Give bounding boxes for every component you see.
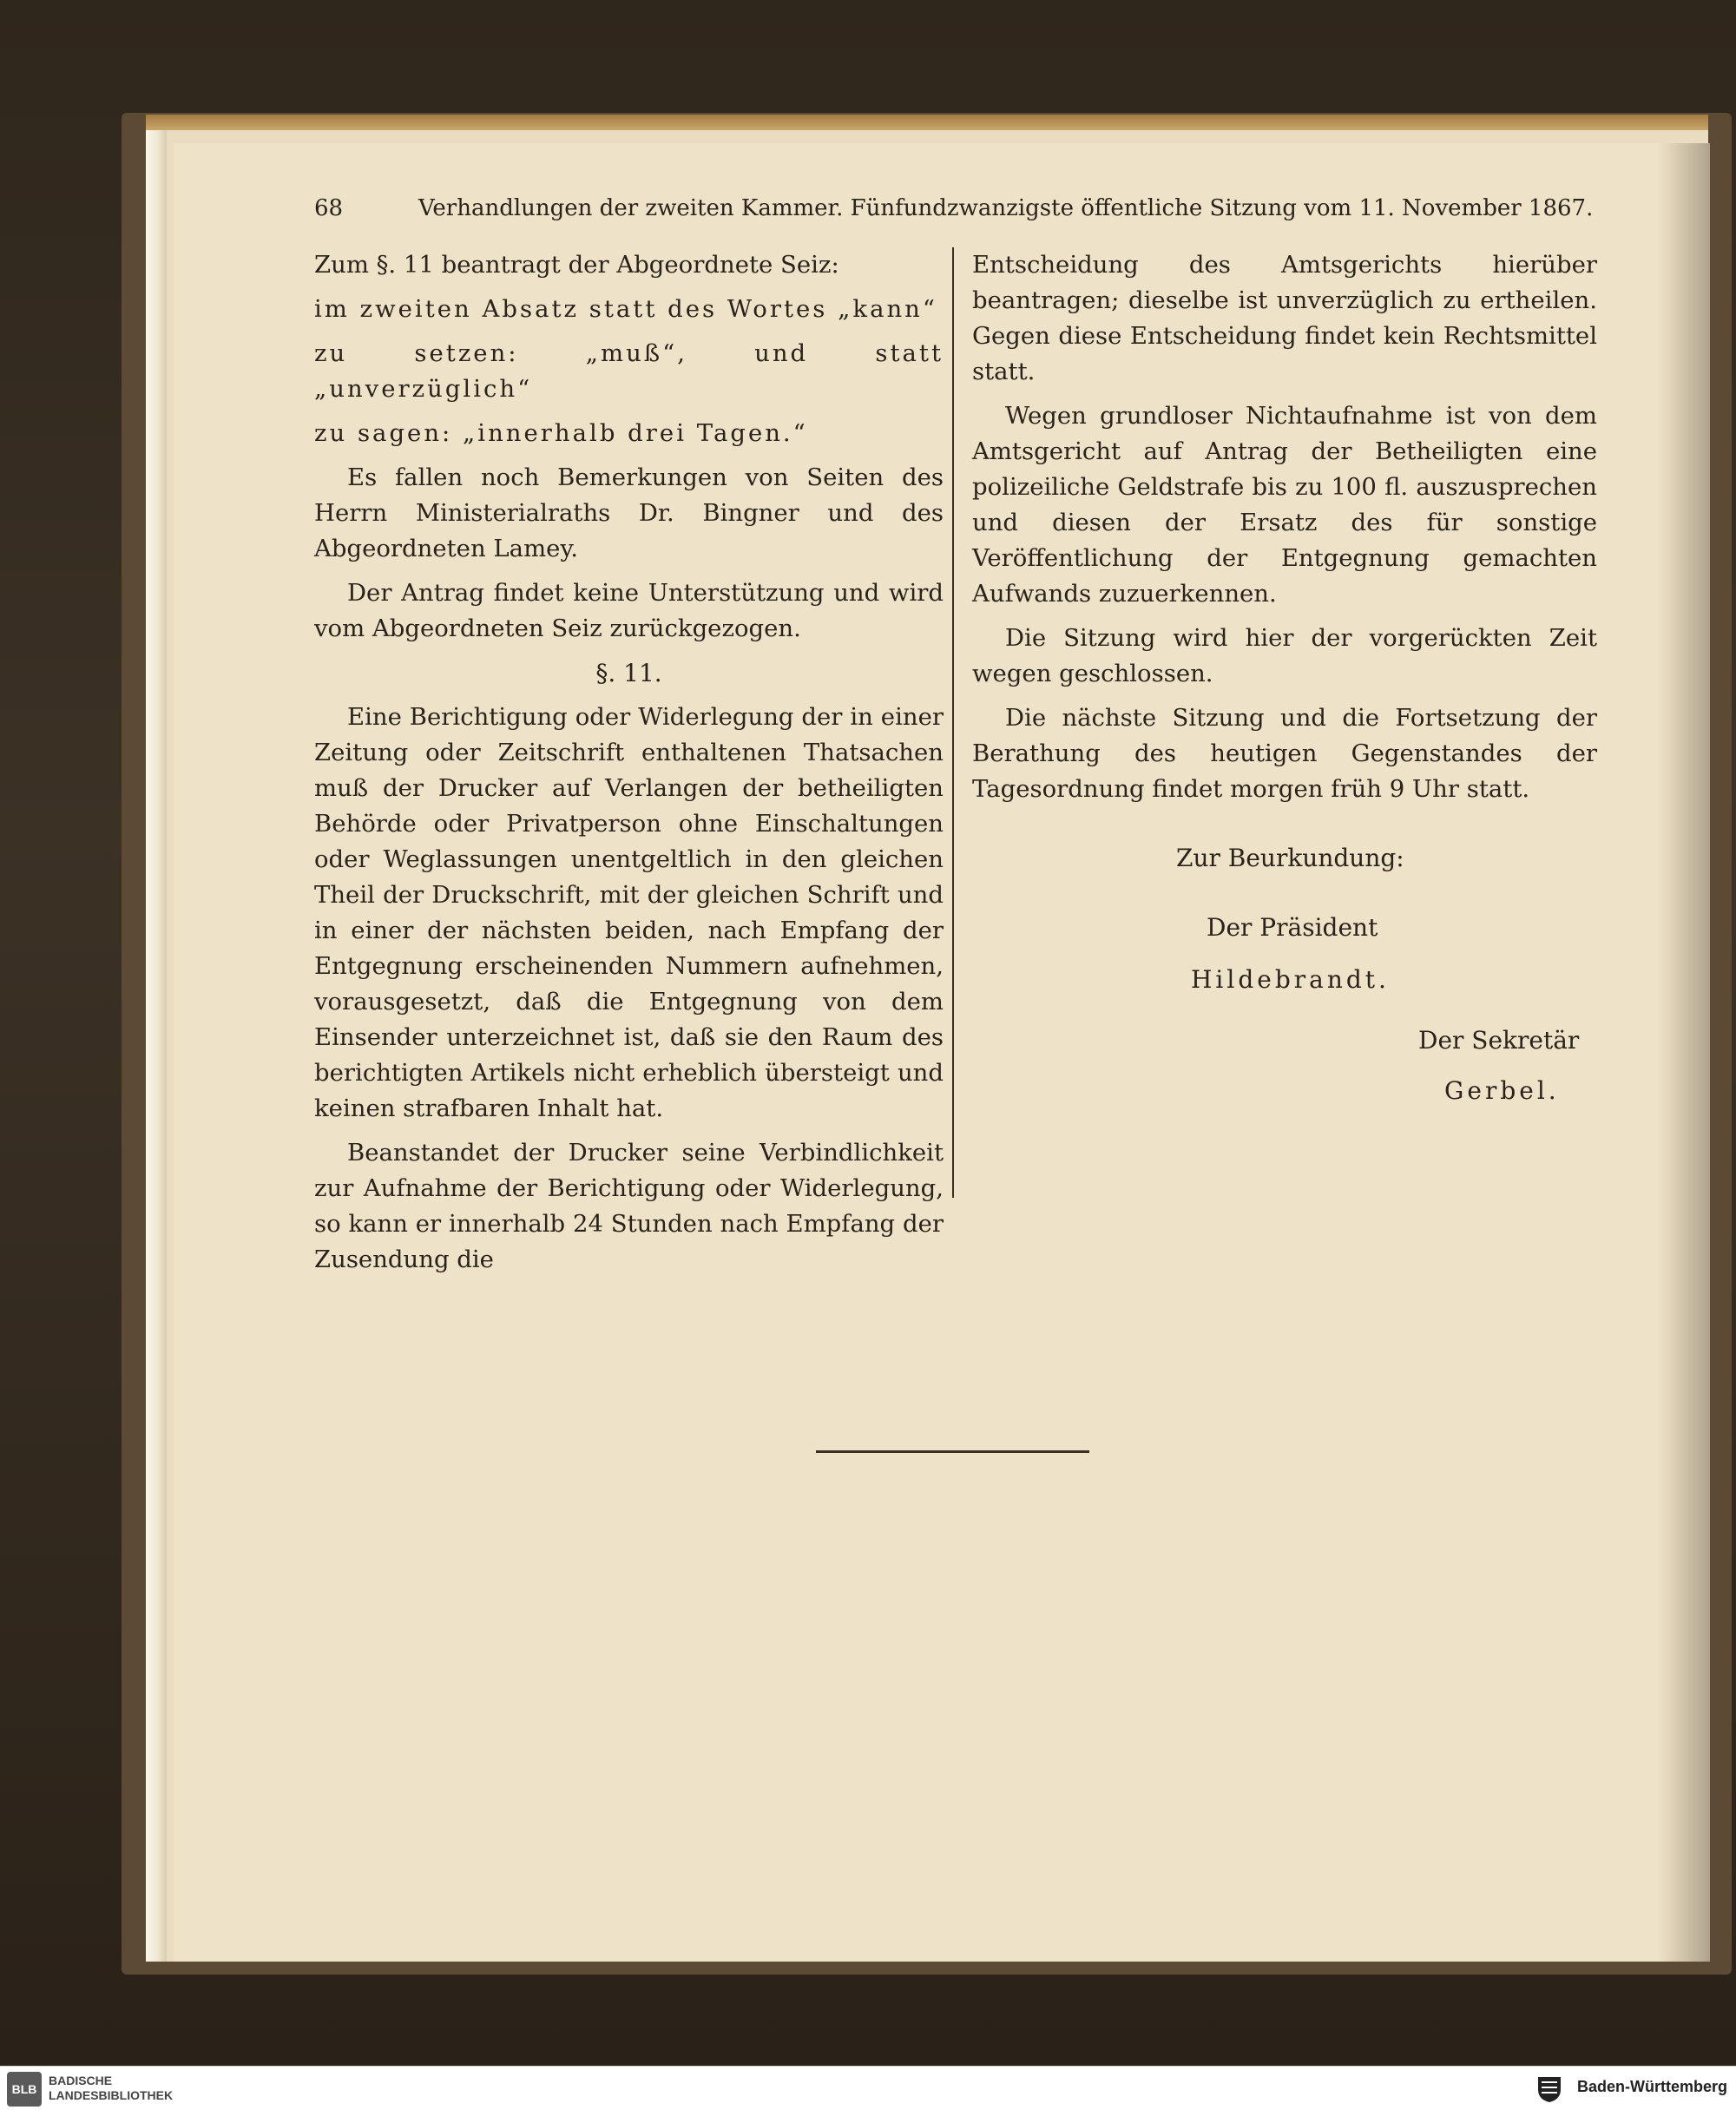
paragraph-session-closed: Die Sitzung wird hier der vorgerückten Zeit wegen geschlossen. <box>972 624 1597 687</box>
secretary-title: Der Sekretär <box>1418 1026 1580 1055</box>
state-name[interactable]: Baden-Württemberg <box>1576 2078 1727 2095</box>
paragraph-penalty: Wegen grundloser Nichtaufnahme ist von dem Amtsgericht auf Antrag der Betheiligten eine polizeiliche Geldstrafe bis zu 100 fl. auszusprechen und diesen der Ersatz des für sonstige Veröffentlichung der Entgegnung gemachten Aufwands zuzuerkennen. <box>972 402 1597 608</box>
president-name: Hildebrandt. <box>1191 965 1390 994</box>
paragraph-correction: Eine Berichtigung oder Widerlegung der in einer Zeitung oder Zeitschrift enthaltenen Thatsachen muß der Drucker auf Verlangen der betheiligten Behörde oder Privatperson ohne Einschaltungen oder Weglassungen unentgeltlich in den gleichen Theil der Druckschrift, mit der gleichen Schrift und in einer der nächsten beiden, nach Empfang der Entgegnung erscheinenden Nummern aufnehmen, vorausgesetzt, daß die Entgegnung von dem Einsender unterzeichnet ist, daß sie den Raum des berichtigten Artikels nicht erheblich übersteigt und keinen strafbaren Inhalt hat. <box>314 703 944 1122</box>
column-divider <box>952 247 954 1198</box>
library-name[interactable] <box>49 2074 173 2103</box>
library-name-line-1: BADISCHE <box>49 2074 113 2087</box>
page-number: 68 <box>314 195 344 221</box>
paragraph-next-session: Die nächste Sitzung und die Fortsetzung der Berathung des heutigen Gegenstandes der Tagesordnung findet morgen früh 9 Uhr statt. <box>972 704 1597 803</box>
motion-quote-line-1: im zweiten Absatz statt des Wortes „kann“ <box>314 295 937 323</box>
motion-quote-line-2: zu setzen: „muß“, und statt „unverzüglich“ <box>314 339 944 403</box>
baden-wuerttemberg-crest-icon <box>1536 2074 1562 2103</box>
motion-intro: Zum §. 11 beantragt der Abgeordnete Seiz: <box>314 251 839 279</box>
president-title: Der Präsident <box>1207 913 1378 942</box>
blb-logo[interactable]: BLB <box>7 2072 42 2107</box>
paragraph-objection: Beanstandet der Drucker seine Verbindlichkeit zur Aufnahme der Berichtigung oder Widerlegung, so kann er innerhalb 24 Stunden nach Empfang der Zusendung die <box>314 1139 944 1273</box>
paragraph-remarks: Es fallen noch Bemerkungen von Seiten des Herrn Ministerialraths Dr. Bingner und des Abgeordneten Lamey. <box>314 463 944 562</box>
running-header <box>314 195 1594 233</box>
section-heading: §. 11. <box>595 659 662 687</box>
library-name-line-2: LANDESBIBLIOTHEK <box>49 2088 174 2102</box>
footer-bar <box>0 2066 1736 2110</box>
header-title: Verhandlungen der zweiten Kammer. Fünfundzwanzigste öffentliche Sitzung vom 11. November 1867. <box>418 195 1594 221</box>
right-column <box>972 247 1597 816</box>
motion-quote-line-3: zu sagen: „innerhalb drei Tagen.“ <box>314 419 808 447</box>
paragraph-court-decision: Entscheidung des Amtsgerichts hierüber beantragen; dieselbe ist unverzüglich zu ertheilen. Gegen diese Entscheidung findet kein Rechtsmittel statt. <box>972 251 1597 385</box>
end-rule <box>816 1450 1089 1453</box>
paragraph-withdrawn: Der Antrag findet keine Unterstützung und wird vom Abgeordneten Seiz zurückgezogen. <box>314 579 944 642</box>
spine-shadow <box>1658 143 1710 1962</box>
secretary-name: Gerbel. <box>1444 1076 1560 1105</box>
attestation-label: Zur Beurkundung: <box>1176 844 1404 872</box>
left-column <box>314 247 944 1286</box>
